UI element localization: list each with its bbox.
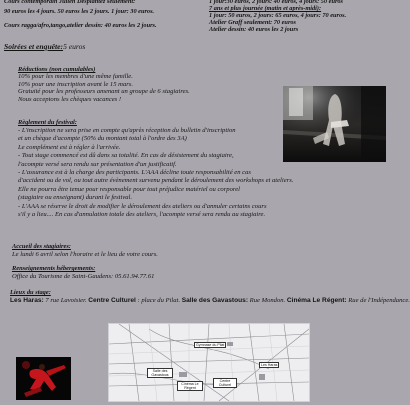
- soirees-amount: 5 euros: [63, 42, 86, 51]
- price-dessin: Atelier dessin: 40 euros les 2 jours: [209, 26, 299, 33]
- reglement-line: l'acompte versé sera rendu sur présentation d'un justificatif.: [18, 160, 177, 168]
- price-contemporain-title: Cours contemporain Julien Desplantez seulement:: [4, 0, 136, 5]
- reglement-list: [18, 127, 293, 219]
- lieu-place: : place du Pilat.: [135, 297, 181, 304]
- price-contemporain-detail: 90 euros les 4 jours. 50 euros les 2 jours. 1 jour: 30 euros.: [4, 8, 155, 15]
- reglement-line: - Tout stage commencé est dû dans sa totalité. En cas de désistement du stagiaire,: [18, 152, 234, 160]
- reduction-item: Gratuité pour les professeurs amenant un groupe de 6 stagiaires.: [18, 88, 190, 96]
- lieu-place: 7 rue Lavoisier.: [43, 297, 87, 304]
- reductions-title: Réductions (non cumulables): [18, 66, 96, 73]
- lieux-list: [10, 297, 410, 304]
- dance-class-photo-image: [283, 86, 386, 162]
- accueil-text: Le lundi 6 avril selon l'horaire et le lieu de votre cours.: [12, 251, 158, 258]
- reduction-item: 10% pour les membres d'une même famille.: [18, 73, 133, 80]
- reglement-line: d'accident ou de vol, ou tout autre évènement survenu pendant le déroulement des workshops et ateliers.: [18, 177, 294, 185]
- dancer-red-photo-image: [16, 357, 71, 400]
- reduction-item: 10% pour une inscription avant le 15 mars.: [18, 80, 134, 88]
- soirees-label: Soirées et enquête:: [4, 42, 64, 51]
- price-7ans-title: 7 ans et plus journée (matin et après-midi):: [209, 5, 322, 12]
- lieu-place: Rue de l'Indépendance.: [346, 297, 410, 304]
- reglement-line: (stagiaire ou enseignant) durant le festival.: [18, 194, 133, 202]
- reductions-list: [18, 73, 190, 103]
- reduction-item: Nous acceptons les chèques vacances !: [18, 95, 122, 103]
- reglement-line: - L'assurance est à la charge des participants. L'AAA décline toute responsabilité en cas: [18, 169, 251, 177]
- lieu-place: Rue Mondon.: [248, 297, 286, 304]
- reglement-line: s'il y a lieu.... En cas d'annulation totale des ateliers, l'acompte versé sera rendu au stagiaire.: [18, 211, 266, 219]
- map-label-centre-culturel: Centre Culturel: [213, 378, 237, 388]
- price-graff: Atelier Graff seulement: 70 euros: [209, 19, 296, 26]
- lieu-name: Centre Culturel: [88, 297, 136, 304]
- dancer-red-photo: [16, 357, 71, 400]
- reglement-title: Règlement du festival:: [18, 119, 77, 126]
- renseignements-title: Renseignements hébergements:: [12, 265, 96, 272]
- reglement-line: - L'inscription ne sera prise en compte qu'après réception du bulletin d'inscription: [18, 127, 236, 134]
- soirees-price: [4, 42, 85, 51]
- reglement-line: et un chèque d'acompte (50% du montant total à l'ordre des 3A): [18, 135, 187, 143]
- reglement-line: - L'AAA se réserve le droit de modifier le déroulement des ateliers ou d'annuler certains cours: [18, 202, 267, 210]
- price-7ans-detail: 1 jour: 50 euros, 2 jours: 65 euros, 4 jours: 70 euros.: [209, 12, 347, 19]
- renseignements-text: Office du Tourisme de Saint-Gaudens: 05.61.94.77.61: [12, 273, 155, 280]
- map-label-haras: Les Haras: [261, 363, 278, 367]
- venue-map[interactable]: [108, 323, 310, 402]
- reglement-line: Le complément est à régler à l'arrivée.: [18, 143, 121, 151]
- lieu-name: Les Haras:: [10, 297, 44, 304]
- price-kids-line: 1 jour:30 euros, 2 jours: 40 euros, 4 jours: 50 euros: [209, 0, 344, 5]
- lieu-name: Cinéma Le Régent:: [286, 297, 347, 304]
- accueil-title: Accueil des stagiaires:: [12, 243, 71, 250]
- map-label-gavastous: Salle des Gavastous: [147, 368, 173, 378]
- lieu-name: Salle des Gavastous:: [181, 297, 249, 304]
- lieux-title: Lieux du stage:: [10, 289, 51, 296]
- price-ragga-tango: Cours ragga/afro,tango,atelier dessin: 40 euros les 2 jours.: [4, 22, 157, 29]
- map-label-regent: Cinéma Le Régent: [177, 381, 203, 391]
- map-label-gymnase: Gymnase du Pilat: [196, 343, 225, 347]
- reglement-line: Elle ne pourra être tenue pour responsable pour tout préjudice matériel ou corporel: [18, 185, 240, 193]
- dance-class-photo: [283, 86, 386, 162]
